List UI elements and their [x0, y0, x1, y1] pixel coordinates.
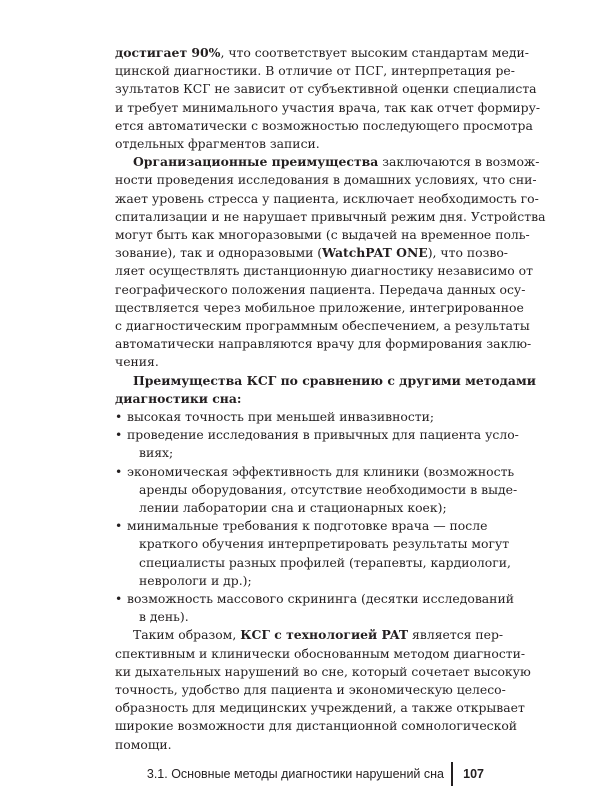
paragraph-2-line-5: могут быть как многоразовыми (с выдачей на временное поль- [115, 227, 530, 242]
footer-divider [451, 762, 453, 786]
list-item-text: проведение исследования в привычных для пациента усло- [127, 427, 519, 443]
bullet-marker: • [115, 409, 123, 424]
text-run: ), что позво- [427, 245, 508, 261]
paragraph-3-line-4: точность, удобство для пациента и экономическую целесо- [115, 682, 506, 697]
paragraph-1-line-3: зультатов КСГ не зависит от субъективной оценки специалиста [115, 81, 537, 97]
list-item-continuation: виях; [139, 445, 174, 461]
bullet-marker: • [115, 427, 123, 443]
paragraph-1-line-2: цинской диагностики. В отличие от ПСГ, интерпретация ре- [115, 63, 515, 79]
paragraph-1-line-6: отдельных фрагментов записи. [115, 136, 320, 151]
list-item-text: высокая точность при меньшей инвазивности; [127, 409, 435, 424]
paragraph-2-line-3: жает уровень стресса у пациента, исключает необходимость го- [115, 190, 539, 206]
text-run: заключаются в возмож- [378, 154, 540, 170]
paragraph-3-line-7: помощи. [115, 736, 172, 752]
page-footer [115, 764, 484, 784]
section-heading-line-1: Преимущества КСГ по сравнению с другими методами [133, 372, 536, 388]
text-run: является пер- [408, 627, 504, 643]
paragraph-3-line-3: ки дыхательных нарушений во сне, который сочетает высокую [115, 663, 531, 679]
section-heading-line-2: диагностики сна: [115, 390, 242, 406]
list-item-text: возможность массового скрининга (десятки исследований [127, 591, 514, 606]
list-item-continuation: в день). [139, 609, 189, 625]
list-item [115, 463, 515, 481]
bold-phrase: WatchPAT ONE [322, 245, 428, 261]
list-item-continuation: неврологи и др.); [139, 572, 252, 588]
paragraph-2-line-9: ществляется через мобильное приложение, интегрированное [115, 299, 524, 315]
paragraph-2-line-7: ляет осуществлять дистанционную диагностику независимо от [115, 263, 533, 279]
paragraph-3-line-1 [133, 626, 504, 644]
bullet-marker: • [115, 518, 123, 534]
text-run: Таким образом, [133, 627, 241, 643]
list-item-continuation: лении лаборатории сна и стационарных коек); [139, 500, 447, 515]
list-item [115, 590, 514, 608]
list-item [115, 517, 488, 535]
paragraph-3-line-6: широкие возможности для дистанционной сомнологической [115, 718, 518, 734]
list-item-continuation: краткого обучения интерпретировать результаты могут [139, 536, 510, 552]
paragraph-3-line-5: образность для медицинских учреждений, а также открывает [115, 700, 525, 716]
paragraph-1-line-1 [115, 44, 529, 62]
paragraph-2-line-1 [133, 153, 540, 171]
paragraph-2-line-4: спитализации и не нарушает привычный режим дня. Устройства [115, 208, 546, 224]
text-run: зование), так и одноразовыми ( [115, 245, 323, 261]
list-item [115, 426, 519, 444]
text-run: , что соответствует высоким стандартам меди- [220, 45, 529, 60]
page-number: 107 [463, 766, 484, 781]
running-footer-title: 3.1. Основные методы диагностики нарушений сна [146, 766, 444, 781]
list-item-continuation: аренды оборудования, отсутствие необходимости в выде- [139, 481, 518, 497]
paragraph-2-line-12: чения. [115, 354, 159, 370]
list-item-text: экономическая эффективность для клиники (возможность [127, 463, 515, 479]
paragraph-1-line-4: и требует минимального участия врача, так как отчет формиру- [115, 99, 541, 115]
bullet-marker: • [115, 463, 123, 479]
paragraph-2-line-6 [115, 244, 508, 262]
list-item-text: минимальные требования к подготовке врача — после [127, 518, 488, 534]
paragraph-1-line-5: ется автоматически с возможностью последующего просмотра [115, 117, 533, 133]
paragraph-2-line-2: ности проведения исследования в домашних условиях, что сни- [115, 172, 537, 188]
paragraph-2-line-8: географического положения пациента. Передача данных осу- [115, 281, 526, 297]
paragraph-2-line-10: с диагностическим программным обеспечением, а результаты [115, 318, 530, 333]
bold-phrase: достигает 90% [115, 45, 221, 60]
paragraph-2-line-11: автоматически направляются врачу для формирования заклю- [115, 336, 532, 352]
paragraph-3-line-2: спективным и клинически обоснованным методом диагности- [115, 645, 526, 661]
list-item-continuation: специалисты разных профилей (терапевты, кардиологи, [139, 554, 511, 570]
bold-phrase: Организационные преимущества [133, 154, 379, 170]
bullet-marker: • [115, 591, 123, 606]
list-item [115, 408, 484, 426]
bold-phrase: КСГ с технологией PAT [240, 627, 409, 643]
